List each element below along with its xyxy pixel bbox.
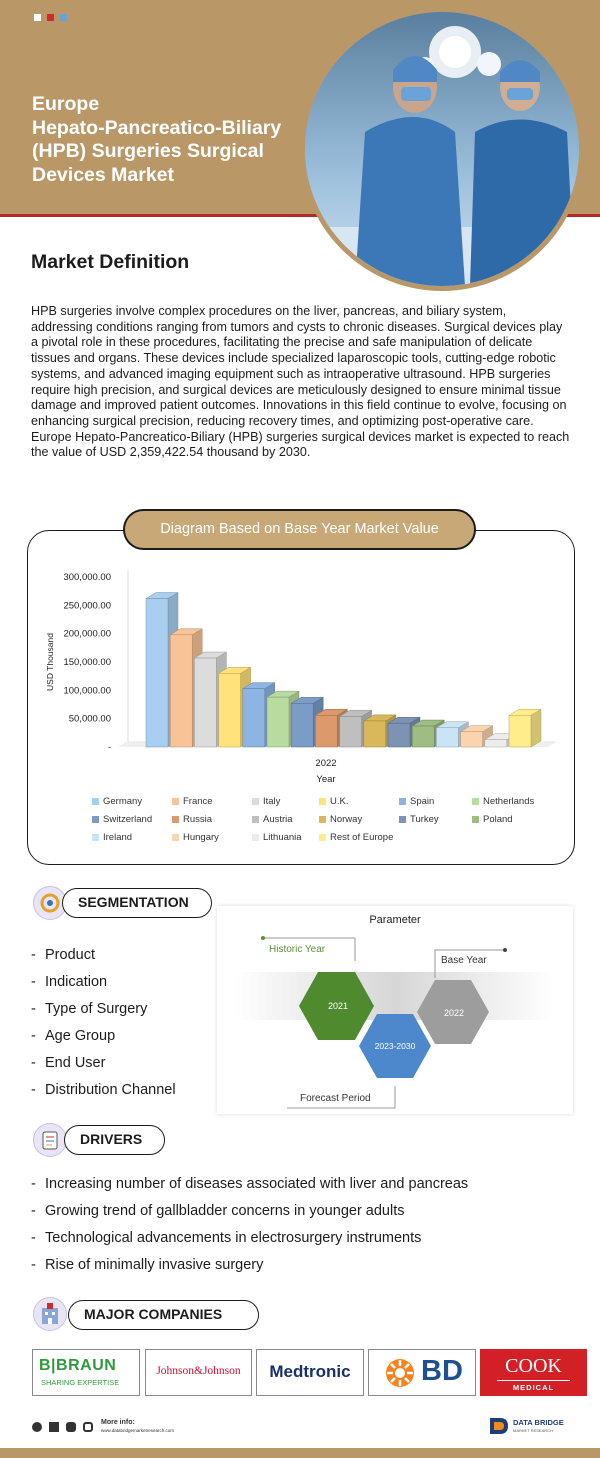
legend-item	[399, 795, 472, 808]
legend-label: Poland	[483, 814, 513, 825]
list-item: - Technological advancements in electrosurgery instruments	[31, 1228, 571, 1255]
chart-title-pill: Diagram Based on Base Year Market Value	[123, 509, 476, 550]
base-year-value: 2022	[443, 1008, 465, 1018]
list-item: - Growing trend of gallbladder concerns in younger adults	[31, 1201, 571, 1228]
legend-swatch	[319, 798, 326, 805]
drivers-list	[31, 1174, 571, 1282]
companies-heading	[68, 1300, 259, 1330]
legend-item	[472, 795, 552, 808]
legend-label: Hungary	[183, 832, 219, 843]
x-axis-label: Year	[316, 774, 336, 785]
y-tick-label: 300,000.00	[63, 572, 111, 583]
bar-rest-of-europe	[509, 715, 531, 747]
report-title	[32, 93, 312, 187]
forecast-period-label: Forecast Period	[300, 1093, 371, 1104]
companies-icon	[33, 1297, 67, 1331]
segmentation-title: SEGMENTATION	[78, 894, 189, 910]
dot-blue	[60, 14, 67, 21]
drivers-heading	[64, 1125, 165, 1155]
legend-swatch	[172, 798, 179, 805]
medtronic-logo	[256, 1349, 364, 1396]
x-category-label: 2022	[315, 758, 337, 769]
legend-swatch	[252, 816, 259, 823]
list-item: - Distribution Channel	[31, 1080, 231, 1107]
databridge-tagline: MARKET RESEARCH	[513, 1428, 553, 1433]
legend-label: Switzerland	[103, 814, 153, 825]
bar-italy	[194, 658, 216, 747]
legend-label: Ireland	[103, 832, 133, 843]
historic-year-label: Historic Year	[269, 944, 326, 955]
legend-label: Russia	[183, 814, 213, 825]
legend-swatch	[252, 834, 259, 841]
market-definition-heading: Market Definition	[31, 251, 190, 273]
legend-item	[252, 795, 319, 808]
y-tick-label: 250,000.00	[63, 600, 111, 612]
bar-austria	[340, 716, 362, 747]
databridge-name: DATA BRIDGE	[513, 1418, 564, 1427]
bar-poland	[412, 726, 434, 747]
title-line: Europe	[32, 93, 100, 115]
legend-item	[472, 813, 552, 826]
bar-u-k-	[219, 673, 241, 747]
johnson-logo	[145, 1349, 252, 1396]
bar-chart	[29, 560, 574, 790]
legend-item	[92, 831, 172, 844]
bd-wordmark: BD	[421, 1355, 463, 1387]
legend-swatch	[92, 798, 99, 805]
drivers-icon	[33, 1123, 67, 1157]
companies-title: MAJOR COMPANIES	[84, 1306, 223, 1322]
more-info-label: More info:	[101, 1419, 135, 1426]
legend-label: Lithuania	[263, 832, 302, 843]
legend-label: Germany	[103, 796, 143, 807]
bar-rest-of-europe-side	[531, 709, 541, 747]
segmentation-heading	[62, 888, 212, 918]
bar-switzerland	[291, 703, 313, 747]
bbraun-wordmark: B|BRAUN	[39, 1357, 117, 1374]
y-axis-label: USD Thousand	[45, 633, 55, 691]
parameter-title: Parameter	[369, 914, 421, 926]
list-item: - Indication	[31, 972, 231, 999]
list-item: - Increasing number of diseases associated with liver and pancreas	[31, 1174, 571, 1201]
legend-item	[319, 831, 399, 844]
legend-swatch	[92, 816, 99, 823]
segmentation-list	[31, 945, 231, 1107]
y-tick-label: 200,000.00	[63, 628, 111, 640]
bar-germany	[146, 599, 168, 747]
bar-netherlands	[267, 697, 289, 747]
legend-label: France	[183, 796, 213, 807]
legend-label: U.K.	[330, 796, 349, 807]
list-item: - Type of Surgery	[31, 999, 231, 1026]
legend-swatch	[172, 834, 179, 841]
legend-label: Netherlands	[483, 796, 535, 807]
legend-item	[252, 813, 319, 826]
legend-swatch	[399, 798, 406, 805]
legend-item	[172, 831, 252, 844]
parameter-panel	[217, 906, 573, 1114]
bar-norway	[364, 721, 386, 747]
bar-turkey	[388, 723, 410, 747]
twitter-icon[interactable]	[66, 1422, 76, 1432]
bd-logo	[368, 1349, 476, 1396]
bbraun-logo	[32, 1349, 140, 1396]
johnson-wordmark: Johnson&Johnson	[156, 1365, 241, 1377]
legend-label: Italy	[263, 796, 281, 807]
title-line: Hepato-Pancreatico-Biliary	[32, 116, 282, 139]
legend-item	[252, 831, 319, 844]
list-item: - End User	[31, 1053, 231, 1080]
legend-item	[92, 813, 172, 826]
bar-spain	[243, 689, 265, 747]
y-tick-label: -	[107, 742, 111, 753]
social-icons	[32, 1422, 93, 1432]
legend-label: Austria	[263, 814, 293, 825]
legend-label: Norway	[330, 814, 363, 825]
facebook-icon[interactable]	[49, 1422, 59, 1432]
legend-label: Turkey	[410, 814, 439, 825]
list-item: - Rise of minimally invasive surgery	[31, 1255, 571, 1282]
bar-russia	[315, 715, 337, 747]
y-tick-label: 50,000.00	[68, 713, 111, 725]
legend-swatch	[172, 816, 179, 823]
bar-hungary	[461, 732, 483, 747]
legend-swatch	[319, 834, 326, 841]
whatsapp-icon[interactable]	[32, 1422, 42, 1432]
surgeons-photo	[300, 7, 584, 291]
legend-item	[92, 795, 172, 808]
website-link[interactable]: www.databridgemarketresearch.com	[101, 1428, 175, 1433]
legend-label: Spain	[410, 796, 435, 807]
legend-swatch	[472, 798, 479, 805]
base-year-label: Base Year	[441, 955, 487, 966]
footer-bar	[0, 1448, 600, 1458]
bar-ireland	[436, 728, 458, 747]
dot-white	[34, 14, 41, 21]
legend-item	[172, 795, 252, 808]
databridge-mark-icon	[488, 1414, 510, 1438]
forecast-value: 2023-2030	[374, 1041, 416, 1051]
cook-wordmark: COOK	[505, 1355, 562, 1377]
title-line: Devices Market	[32, 163, 175, 186]
list-item: - Age Group	[31, 1026, 231, 1053]
legend-item	[399, 813, 472, 826]
cook-tagline: MEDICAL	[512, 1383, 555, 1392]
y-tick-label: 100,000.00	[63, 685, 111, 697]
legend-label: Rest of Europe	[330, 832, 394, 843]
bd-sun-icon	[385, 1358, 415, 1388]
list-item: - Product	[31, 945, 231, 972]
legend-swatch	[252, 798, 259, 805]
legend-swatch	[399, 816, 406, 823]
cook-divider	[497, 1380, 570, 1381]
legend-swatch	[92, 834, 99, 841]
legend-item	[319, 795, 399, 808]
legend-swatch	[472, 816, 479, 823]
bbraun-tagline: SHARING EXPERTISE	[41, 1378, 120, 1387]
legend-swatch	[319, 816, 326, 823]
instagram-icon[interactable]	[83, 1422, 93, 1432]
databridge-logo	[488, 1414, 568, 1440]
cook-logo	[480, 1349, 587, 1396]
legend-item	[172, 813, 252, 826]
historic-year-value: 2021	[327, 1001, 349, 1011]
dot-red	[47, 14, 54, 21]
bar-france	[170, 635, 192, 747]
y-tick-label: 150,000.00	[63, 657, 111, 668]
title-line: (HPB) Surgeries Surgical	[32, 140, 264, 162]
market-definition-text: HPB surgeries involve complex procedures on the liver, pancreas, and biliary system, addressing conditions ranging from tumors and cysts to chronic diseases. Surgical devices play a pivotal role in these procedures, facilitating the precise and safe manipulation of delicate tissues and organs. These devices include specialized laparoscopic tools, cutting-edge robotic systems, and advanced imaging equipment such as intraoperative ultrasound. HPB surgeries require high precision, and surgical devices are meticulously designed to ensure minimal tissue damage and improved patient outcomes. Innovations in this field continue to evolve, focusing on enhancing surgical precision, reducing recovery times, and optimizing post-operative care. Europe Hepato-Pancreatico-Biliary (HPB) surgeries surgical devices market is expected to reach the value of USD 2,359,422.54 thousand by 2030.	[31, 304, 570, 460]
chart-legend	[92, 795, 562, 844]
header-dots	[34, 14, 67, 21]
drivers-title: DRIVERS	[80, 1131, 143, 1147]
bar-lithuania	[485, 740, 507, 747]
legend-item	[319, 813, 399, 826]
medtronic-wordmark: Medtronic	[269, 1362, 351, 1381]
